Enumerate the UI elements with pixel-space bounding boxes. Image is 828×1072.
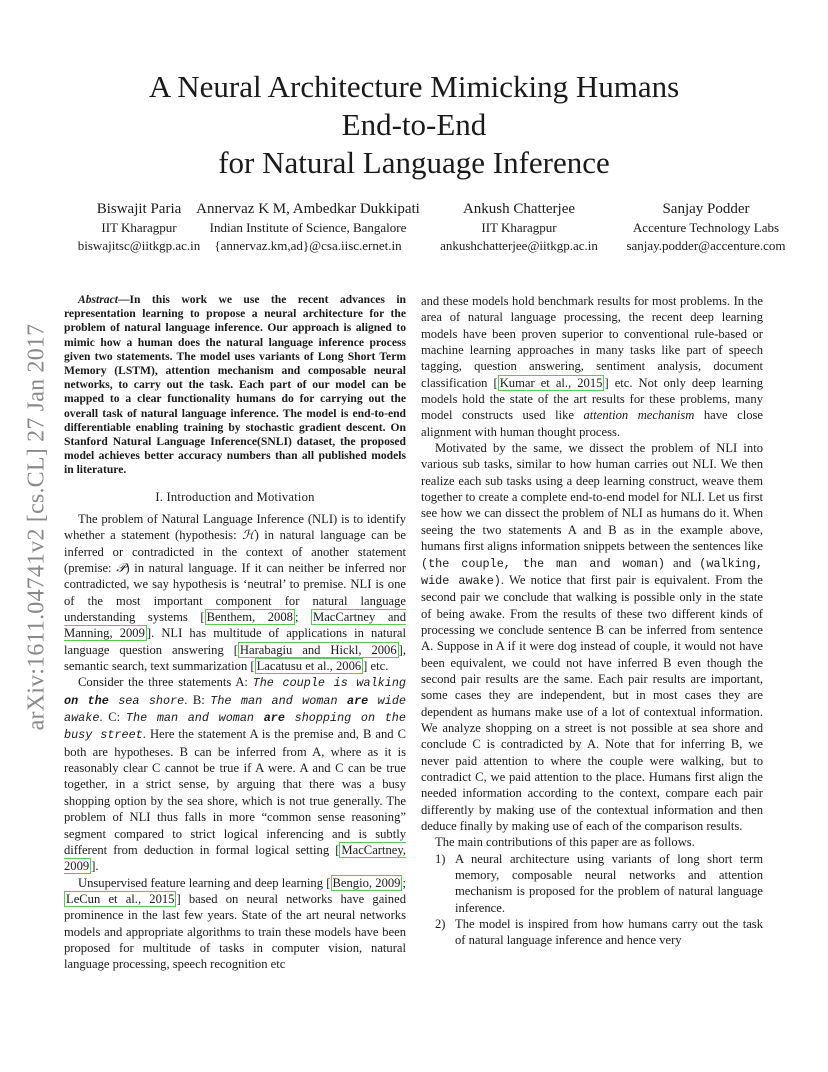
text-run: . We notice that first pair is equivalent. From the second pair we conclude that walking is possible only in the state of being awake. From the results of these two different kinds of processing we conclude sentence B can be inferred from sentence A. Suppose in A if it were dog instead of couple, it would not have been equivalent, we could not have inferred B even though the second pair results are the same. Each pair results are important, some cases they are independent, but in most cases they are dependent as humans make use of a lot of contextual information. We analyze shopping on a street is not possible at sea shore and conclude C is contradicted by A. Note that for inferring B, we never paid attention to where the couple were walking, but to contradict C, we paid attention to the place. Humans first align the needed information according to the context, compare each pair differently by making use of the contextual information and then deduce finally by making use of each of the comparison results. [421,572,763,833]
author-email: {annervaz.km,ad}@csa.iisc.ernet.in [214,238,402,253]
title-line-1: A Neural Architecture Mimicking Humans [148,69,680,104]
author-email: sanjay.podder@accenture.com [626,238,786,253]
author-affiliation: Accenture Technology Labs [632,220,780,235]
emphasis-text: attention mechanism [583,408,695,423]
citation-link[interactable]: Harabagiu and Hickl, 2006 [239,642,397,657]
paragraph-1 [64,511,406,674]
text-run: ]. NLI has multitude of applications in natural language question answering [ [64,626,406,657]
author-2 [190,200,426,255]
citation-link[interactable]: MacCartney and Manning, 2009 [64,610,407,641]
example-run: The man and woman [210,693,338,708]
list-item-text: The model is inspired from how humans carry out the task of natural language inference and hence very [455,917,763,948]
text-run: Motivated by the same, we dissect the problem of NLI into various sub tasks, similar to how human carries out NLI. We then realize each sub tasks using a deep learning construct, weave them together to create a complete end-to-end model for NLI. Let us first see how we can dissect the problem of NLI as humans do it. When seeing the two statements A and B as in the example above, humans first aligns information snippets between the sentences like [421,441,763,554]
text-run: ]. [91,859,99,874]
paragraph-3 [64,875,406,973]
text-run: ], semantic search, text summarization [ [64,642,406,674]
title-line-2: End-to-End [341,107,487,142]
text-run: ] based on neural networks have gained prominence in the last few years. State of the art neural networks models and appropriate algorithms to train these models have been proposed for multitude of tasks in computer vision, natural language processing, speech recognition etc [64,891,406,972]
text-run: have close alignment with human thought process. [421,408,763,439]
abstract-label: Abstract [78,293,118,306]
text-run: . Here the statement A is the premise and, B and C both are hypotheses. B can be inferred from A, where as it is reasonably clear C cannot be true if A were. A and C can be true together, in a strict sense, by arguing that there was a busy shopping option by the sea shore, which is not true generally. The problem of NLI thus falls in more “common sense reasoning” segment compared to strict logical inferencing and is subtly different from deduction in formal logical setting [ [64,727,406,857]
example-run: shopping on the busy street [64,711,406,743]
abstract [64,293,406,478]
citation-link[interactable]: Bengio, 2009 [332,875,401,890]
text-run: . C: [99,710,126,725]
abstract-text: —In this work we use the recent advances in representation learning to propose a neural architecture for the problem of natural language inference. Our approach is aligned to mimic how a human does the natural language inference process given two statements. The model uses variants of Long Short Term Memory (LSTM), attention mechanism and composable neural networks, to carry out the task. Each part of our model can be mapped to a clear functionality humans do for carrying out the overall task of natural language inference. The model is end-to-end differentiable enabling training by stochastic gradient descent. On Stanford Natural Language Inference(SNLI) dataset, the proposed model achieves better accuracy numbers than all published models in literature. [64,293,406,477]
author-affiliation: IIT Kharagpur [481,220,557,235]
text-run: The problem of Natural Language Inference (NLI) is to identify whether a statement (hypothesis: [64,511,406,543]
list-item [421,916,763,949]
section-heading: I. Introduction and Motivation [155,489,315,504]
author-name: Biswajit Paria [96,201,182,217]
text-run: ) in natural language. If it can neither be inferred nor contradicted, we say hypothesis is ‘neutral’ to premise. NLI is one of the most important component for natural language understanding systems [ [64,561,406,625]
arxiv-identifier: arXiv:1611.04741v2 [cs.CL] 27 Jan 2017 [23,323,50,731]
title-line-3: for Natural Language Inference [218,145,610,180]
paragraph-4 [421,440,763,834]
citation-link[interactable]: LeCun et al., 2015 [66,891,175,906]
paragraph-3-continued [421,293,763,440]
author-affiliation: IIT Kharagpur [101,220,177,235]
text-run: Unsupervised feature learning and deep learning [ [78,875,331,890]
text-run: and these models hold benchmark results for most problems. In the area of natural language processing, the recent deep learning models have been proven superior to conventional rule-based or machine learning approaches in many tasks like part of speech tagging, question answering, sentiment analysis, document classification [ [421,294,763,390]
paper-title [60,68,768,182]
example-text: (walking, wide awake) [421,556,763,588]
hypothesis-symbol: ℋ [242,528,255,543]
paragraph-5: The main contributions of this paper are as follows. [435,835,695,850]
citation-link[interactable]: Benthem, 2008 [206,610,293,625]
text-run: ) in natural language can be inferred or contradicted in the context of another statement (premise: [64,528,406,576]
citation-link[interactable]: Lacatusu et al., 2006 [256,659,362,674]
list-number: 1) [435,851,446,866]
author-3 [424,200,614,255]
text-run: ] etc. [363,659,389,674]
author-name: Annervaz K M, Ambedkar Dukkipati [196,201,420,217]
author-4 [616,200,796,255]
text-run: ; [402,875,406,890]
example-run: are [347,693,369,708]
author-name: Ankush Chatterjee [462,201,576,217]
list-item [421,851,763,916]
text-run: and [664,555,700,570]
right-column [421,293,763,949]
premise-symbol: 𝒫 [116,561,126,576]
citation-link[interactable]: MacCartney, 2009 [64,842,406,874]
list-item-text: A neural architecture using variants of long short term memory, composable neural networks and attention mechanism is proposed for the problem of natural language inference. [455,851,763,915]
example-run: are [263,711,285,726]
example-run: The couple is walking [252,676,406,691]
paragraph-2 [64,674,406,874]
list-number: 2) [435,917,446,932]
author-email: biswajitsc@iitkgp.ac.in [77,238,201,253]
arxiv-sidebar-stamp [22,292,52,762]
citation-link[interactable]: Kumar et al., 2015 [499,375,603,390]
author-name: Sanjay Podder [662,201,750,217]
example-text: (the couple, the man and woman) [421,556,665,571]
contributions-list [421,851,763,949]
example-run: wide awake [64,693,406,726]
text-run: ] etc. Not only deep learning models hold the state of the art results for these problems, many model constructs used like [421,375,764,423]
author-affiliation: Indian Institute of Science, Bangalore [209,220,407,235]
example-run: The man and woman [125,711,255,726]
text-run: . B: [184,692,211,707]
author-email: ankushchatterjee@iitkgp.ac.in [440,238,598,253]
example-run: on the [64,693,109,708]
text-run: ; [294,610,312,625]
example-run: sea shore [118,693,185,708]
left-column [64,293,406,973]
text-run: Consider the three statements A: [78,675,253,690]
